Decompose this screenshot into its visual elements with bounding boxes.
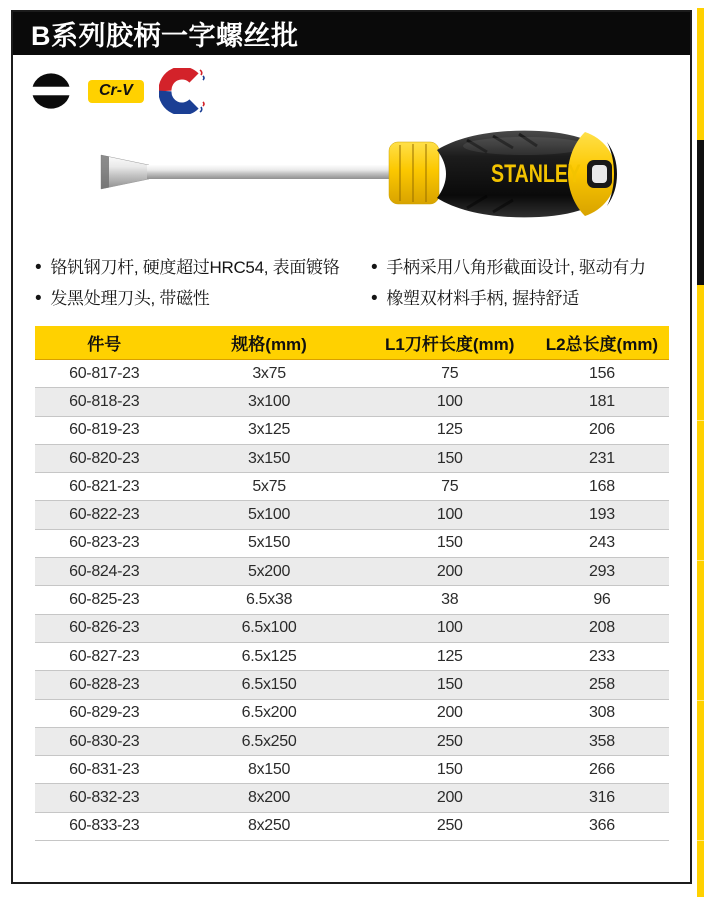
table-cell: 208	[535, 614, 668, 642]
table-row	[35, 444, 669, 472]
table-cell: 6.5x38	[174, 586, 364, 614]
table-cell: 231	[535, 444, 668, 472]
table-cell: 316	[535, 784, 668, 812]
table-row	[35, 360, 669, 388]
table-row	[35, 671, 669, 699]
table-cell: 193	[535, 501, 668, 529]
table-cell: 168	[535, 473, 668, 501]
table-cell: 60-831-23	[35, 756, 174, 784]
table-cell: 156	[535, 360, 668, 388]
table-row	[35, 812, 669, 840]
table-cell: 150	[364, 529, 535, 557]
table-cell: 38	[364, 586, 535, 614]
table-row	[35, 614, 669, 642]
table-cell: 200	[364, 784, 535, 812]
table-cell: 60-819-23	[35, 416, 174, 444]
table-cell: 60-818-23	[35, 388, 174, 416]
table-cell: 3x100	[174, 388, 364, 416]
table-cell: 75	[364, 360, 535, 388]
table-cell: 3x75	[174, 360, 364, 388]
feature-item: • 铬钒钢刀杆, 硬度超过HRC54, 表面镀铬	[35, 252, 371, 283]
table-cell: 60-832-23	[35, 784, 174, 812]
feature-column-right	[371, 252, 646, 314]
table-row	[35, 529, 669, 557]
crv-badge	[88, 80, 144, 103]
table-cell: 258	[535, 671, 668, 699]
table-cell: 233	[535, 642, 668, 670]
table-row	[35, 416, 669, 444]
table-cell: 150	[364, 671, 535, 699]
page-edge-tab-marker	[697, 140, 704, 285]
attribute-icons-row	[31, 70, 690, 112]
table-row	[35, 784, 669, 812]
table-cell: 250	[364, 727, 535, 755]
table-cell: 250	[364, 812, 535, 840]
table-cell: 60-828-23	[35, 671, 174, 699]
table-cell: 60-825-23	[35, 586, 174, 614]
table-row	[35, 642, 669, 670]
blade-shaft	[147, 165, 395, 179]
table-cell: 96	[535, 586, 668, 614]
spec-table-header	[35, 326, 669, 360]
table-cell: 60-821-23	[35, 473, 174, 501]
page-title: B系列胶柄一字螺丝批	[31, 21, 299, 51]
table-cell: 75	[364, 473, 535, 501]
table-cell: 100	[364, 614, 535, 642]
table-cell: 60-822-23	[35, 501, 174, 529]
table-cell: 5x100	[174, 501, 364, 529]
catalog-page	[11, 10, 692, 884]
col-header-l2-length: L2总长度(mm)	[535, 326, 668, 360]
table-row	[35, 586, 669, 614]
feature-column-left	[35, 252, 371, 314]
feature-item: • 发黑处理刀头, 带磁性	[35, 283, 371, 314]
table-cell: 150	[364, 444, 535, 472]
spec-table	[35, 326, 669, 841]
slotted-tip-icon	[31, 72, 73, 110]
brand-text: STANLEY	[491, 160, 582, 188]
page-edge-tab-strip	[697, 8, 704, 897]
page-title-bar	[13, 12, 690, 55]
table-cell: 6.5x100	[174, 614, 364, 642]
table-cell: 6.5x250	[174, 727, 364, 755]
table-cell: 5x75	[174, 473, 364, 501]
table-cell: 366	[535, 812, 668, 840]
table-cell: 200	[364, 699, 535, 727]
table-cell: 243	[535, 529, 668, 557]
table-cell: 6.5x200	[174, 699, 364, 727]
table-cell: 100	[364, 501, 535, 529]
feature-item: • 橡塑双材料手柄, 握持舒适	[371, 283, 646, 314]
table-row	[35, 501, 669, 529]
table-row	[35, 388, 669, 416]
table-row	[35, 699, 669, 727]
table-cell: 8x150	[174, 756, 364, 784]
table-row	[35, 727, 669, 755]
table-cell: 293	[535, 558, 668, 586]
table-cell: 5x200	[174, 558, 364, 586]
table-cell: 308	[535, 699, 668, 727]
crv-badge-label: Cr-V	[99, 81, 133, 99]
table-cell: 8x200	[174, 784, 364, 812]
table-cell: 200	[364, 558, 535, 586]
feature-item: • 手柄采用八角形截面设计, 驱动有力	[371, 252, 646, 283]
table-cell: 8x250	[174, 812, 364, 840]
table-cell: 3x150	[174, 444, 364, 472]
table-cell: 100	[364, 388, 535, 416]
spec-table-body	[35, 360, 669, 841]
table-cell: 60-833-23	[35, 812, 174, 840]
table-cell: 60-820-23	[35, 444, 174, 472]
table-cell: 60-823-23	[35, 529, 174, 557]
table-cell: 60-826-23	[35, 614, 174, 642]
table-cell: 206	[535, 416, 668, 444]
feature-list	[13, 252, 690, 314]
table-row	[35, 558, 669, 586]
table-cell: 6.5x125	[174, 642, 364, 670]
table-cell: 60-829-23	[35, 699, 174, 727]
table-row	[35, 473, 669, 501]
product-image	[13, 116, 690, 250]
table-cell: 60-830-23	[35, 727, 174, 755]
table-cell: 125	[364, 416, 535, 444]
table-cell: 266	[535, 756, 668, 784]
col-header-spec: 规格(mm)	[174, 326, 364, 360]
table-cell: 60-827-23	[35, 642, 174, 670]
magnet-icon	[159, 68, 207, 114]
table-cell: 60-824-23	[35, 558, 174, 586]
table-row	[35, 756, 669, 784]
table-cell: 181	[535, 388, 668, 416]
table-cell: 5x150	[174, 529, 364, 557]
table-cell: 125	[364, 642, 535, 670]
table-cell: 60-817-23	[35, 360, 174, 388]
table-cell: 150	[364, 756, 535, 784]
table-cell: 358	[535, 727, 668, 755]
table-cell: 3x125	[174, 416, 364, 444]
col-header-l1-length: L1刀杆长度(mm)	[364, 326, 535, 360]
col-header-part-number: 件号	[35, 326, 174, 360]
table-cell: 6.5x150	[174, 671, 364, 699]
